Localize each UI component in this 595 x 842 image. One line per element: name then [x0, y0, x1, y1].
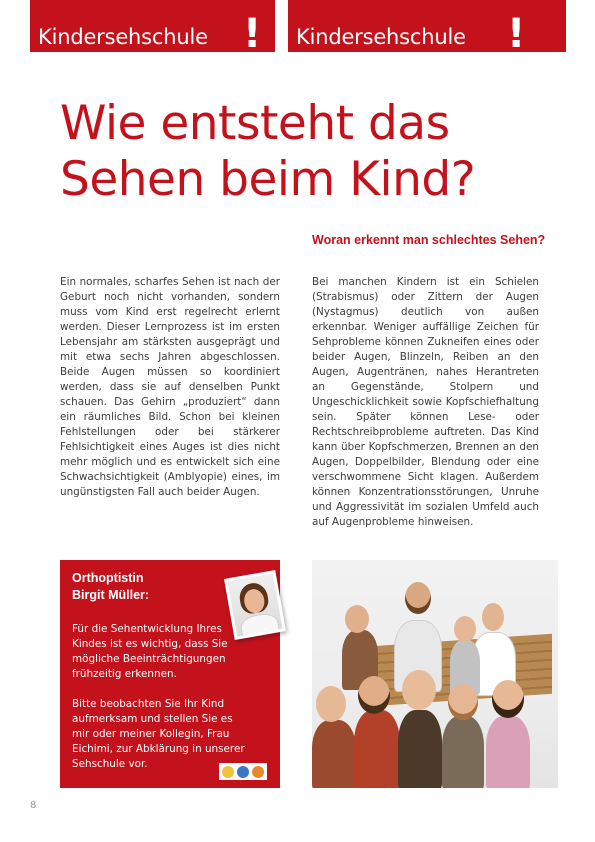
- orthoptist-portrait: [224, 570, 286, 640]
- orthoptist-title-line2: Birgit Müller:: [72, 588, 150, 602]
- portrait-image: [227, 573, 282, 636]
- header-label-left: Kindersehschule: [38, 25, 208, 49]
- logo-eye-icon: [237, 766, 249, 778]
- right-column-heading: Woran erkennt man schlechtes Sehen?: [312, 233, 546, 247]
- page-number: 8: [30, 800, 37, 811]
- right-column-text: Bei manchen Kindern ist ein Schielen (Strabismus) oder Zittern der Augen (Nystagmus) deutlich von außen erkennbar. Weniger auffällige Zeichen für Sehprobleme können Zukneifen eines oder beider Augen, Blinzeln, Reiben an den Augen, Augentränen, nahes Herantreten an Gegenstände, Stolpern und Ungeschicklichkeit sowie Kopfschiefhaltung sein. Später können Lese- oder Rechtschreibprobleme auftreten. Das Kind kann über Kopfschmerzen, Brennen an den Augen, Doppelbilder, Blendung oder eine verschwommene Sicht klagen. Außerdem können Konzentrationsstörungen, Unruhe und Aggressivität im sozialen Umfeld auch auf Augenprobleme hinweisen.: [312, 276, 539, 528]
- orthoptist-paragraph-2: Bitte beobachten Sie Ihr Kind aufmerksam und stellen Sie es mir oder meiner Kollegin, Frau Eichimi, zur Abklärung in unserer Sehschule vor.: [72, 698, 245, 770]
- orthoptist-title-line1: Orthoptistin: [72, 571, 144, 585]
- page-title: [60, 96, 560, 208]
- left-column-text: Ein normales, scharfes Sehen ist nach der Geburt noch nicht vorhanden, sondern muss vom Kind erst regelrecht erlernt werden. Dieser Lernprozess ist im ersten Lebensjahr am stärksten ausgeprägt und mit etwa sechs Jahren abgeschlossen. Beide Augen müssen so koordiniert werden, dass sie auf denselben Punkt schauen. Das Gehirn „produziert“ dann ein räumliches Bild. Schon bei kleinen Fehlstellungen oder bei stärkerer Fehlsichtigkeit eines Auges ist dies nicht mehr möglich und es entwickelt sich eine Schwachsichtigkeit (Amblyopie) eines, im ungünstigsten Fall auch beider Augen.: [60, 276, 280, 498]
- logo-sun-icon: [222, 766, 234, 778]
- header-bar-left: [30, 0, 275, 57]
- orthoptist-title: [72, 570, 149, 604]
- logo-child-icon: [252, 766, 264, 778]
- page-title-line2: Sehen beim Kind?: [60, 152, 476, 207]
- sehschule-logo-icon: [219, 763, 267, 780]
- header-bar-right: [288, 0, 566, 57]
- header-label-right: Kindersehschule: [296, 25, 466, 49]
- header-exclamation-right: !: [507, 11, 526, 57]
- orthoptist-paragraph-1: Für die Sehentwicklung Ihres Kindes ist es wichtig, dass Sie mögliche Beeinträchtigungen frühzeitig erkennen.: [72, 623, 228, 680]
- header-exclamation-left: !: [243, 11, 262, 57]
- children-group-photo: [312, 560, 558, 788]
- page-title-line1: Wie entsteht das: [60, 96, 450, 151]
